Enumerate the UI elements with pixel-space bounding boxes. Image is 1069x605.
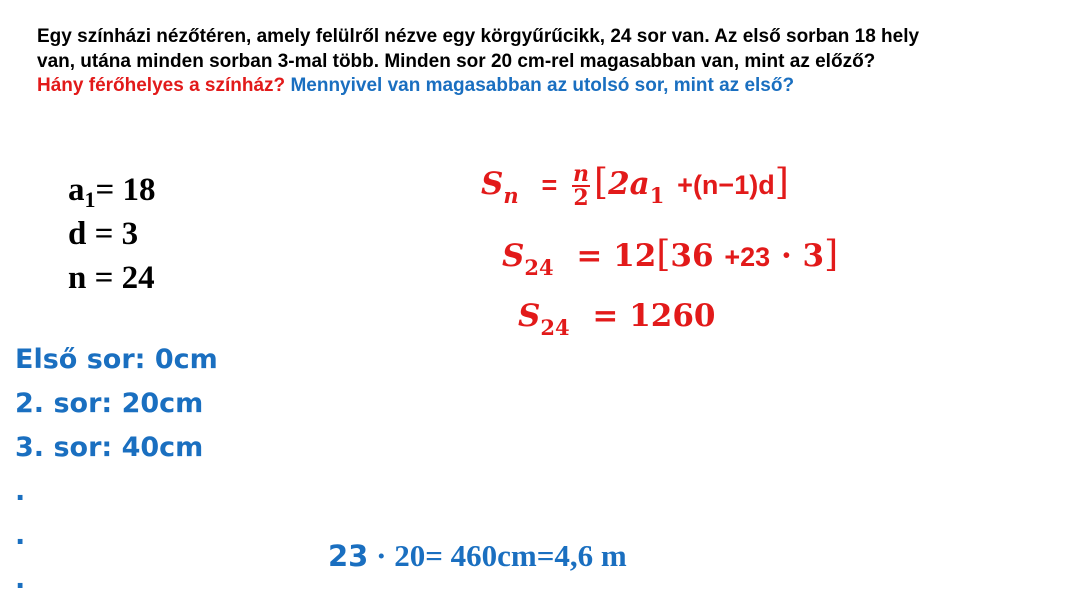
problem-line-1: Egy színházi nézőtéren, amely felülről nézve egy körgyűrűcikk, 24 sor van. Az első sorban 18 hely — [37, 26, 920, 47]
row-height-2: 2. sor: 20cm — [15, 388, 204, 419]
row-height-1: Első sor: 0cm — [15, 344, 218, 375]
problem-statement — [37, 25, 1037, 99]
ellipsis-dot-1: . — [15, 476, 26, 507]
given-a1: $a_1= 18$ — [68, 172, 156, 212]
question-capacity: Hány férőhelyes a színház? — [37, 75, 286, 96]
row-height-3: 3. sor: 40cm — [15, 432, 204, 463]
given-d: d = 3 — [68, 216, 139, 252]
sum-substitution: $S_{24} = 12[36 +23 \cdot 3]$ — [502, 234, 839, 280]
question-height: Mennyivel van magasabban az utolsó sor, mint az első? — [290, 75, 795, 96]
sum-formula: $S_n$ = $\frac{n}{2}$ $[2a_1 +(n-1)d]$ — [481, 160, 789, 211]
given-n: n = 24 — [68, 260, 155, 296]
problem-questions — [37, 74, 1037, 99]
ellipsis-dot-3: . — [15, 564, 26, 595]
given-values — [68, 168, 156, 300]
ellipsis-dot-2: . — [15, 520, 26, 551]
height-difference-result: 23 · 20= 460cm=4,6 m — [328, 538, 627, 573]
row-heights-list — [15, 338, 218, 602]
problem-line-2: van, utána minden sorban 3-mal több. Minden sor 20 cm-rel magasabban van, mint az előző? — [37, 50, 876, 72]
sum-result: $S_{24} = 1260$ — [518, 298, 716, 340]
fraction-n-over-2: $\frac{n}{2}$ — [573, 160, 590, 211]
